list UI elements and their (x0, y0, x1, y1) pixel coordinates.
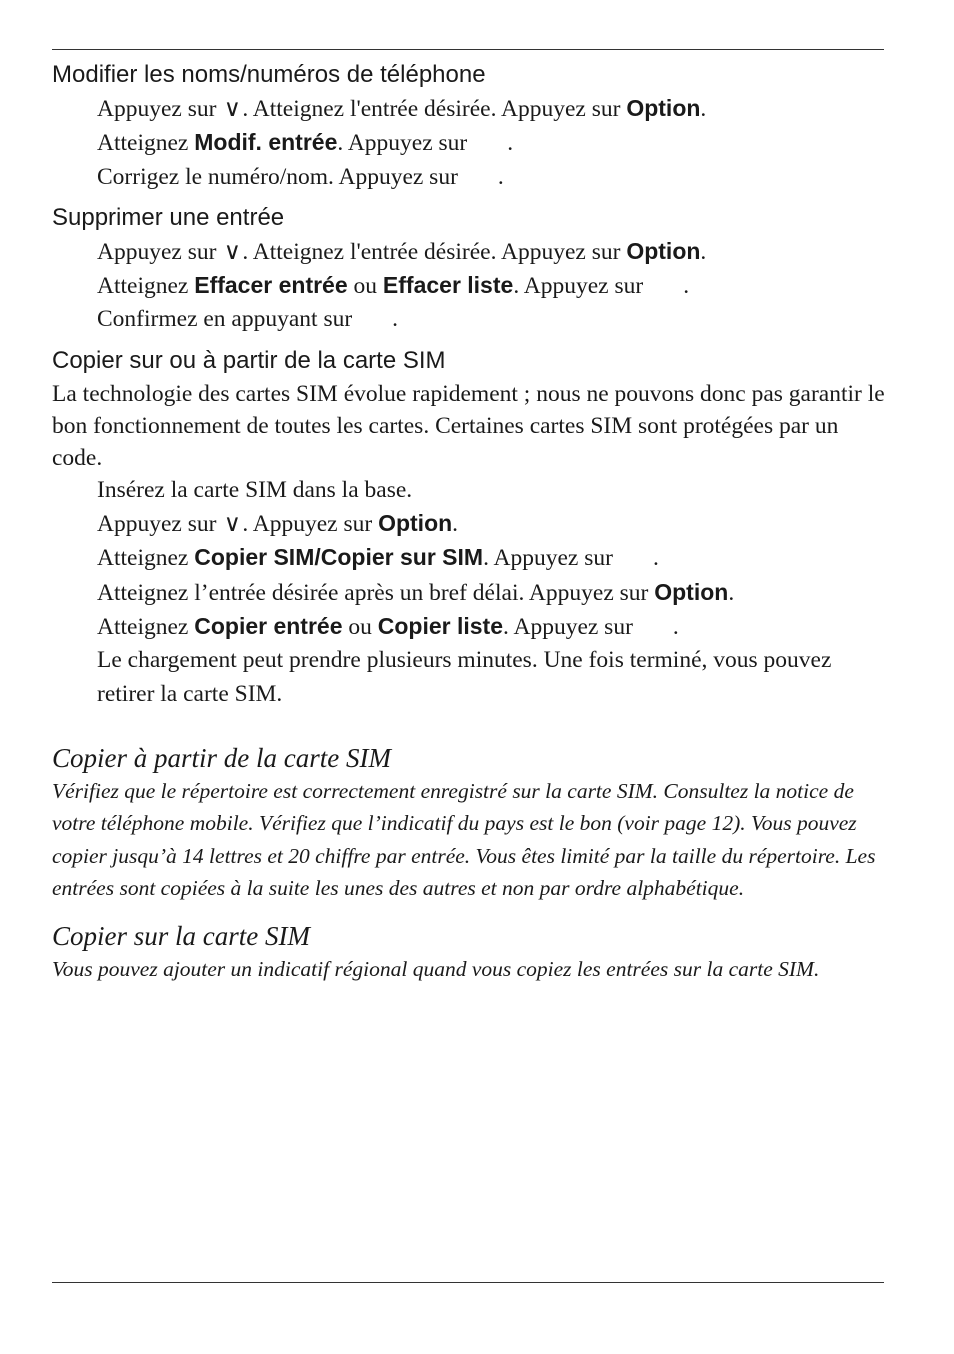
step-text: Appuyez sur (97, 238, 217, 265)
step-delete-1 (97, 235, 892, 269)
down-arrow-icon: ∨ (223, 96, 241, 122)
step-text: . Appuyez sur (513, 273, 644, 300)
section-delete (52, 201, 892, 337)
note-from-sim (52, 741, 892, 905)
key-effacer-liste: Effacer liste (382, 272, 514, 299)
step-text: . Appuyez sur (337, 130, 468, 157)
step-text: . (497, 163, 504, 190)
section-copy (52, 344, 892, 711)
step-text: Atteignez (97, 545, 195, 572)
step-copy-3 (97, 541, 892, 575)
copy-intro: La technologie des cartes SIM évolue rapidement ; nous ne pouvons donc pas garantir le bon fonctionnement de toutes les cartes. Certaines cartes SIM sont protégées par un code. (52, 380, 885, 471)
section-heading-delete: Supprimer une entrée (52, 203, 285, 231)
step-text: . (652, 545, 659, 572)
page-content (52, 58, 892, 985)
step-modify-1 (97, 92, 892, 126)
step-text: ou (342, 613, 378, 640)
step-copy-1: Insérez la carte SIM dans la base. (97, 476, 413, 503)
step-text: . (700, 96, 707, 122)
key-option: Option (654, 578, 729, 605)
step-text: . Atteignez l'entrée désirée. Appuyez sur (242, 96, 627, 122)
key-option: Option (626, 95, 701, 121)
step-copy-6: Le chargement peut prendre plusieurs minutes. Une fois terminé, vous pouvez retirer la carte SIM. (97, 647, 832, 707)
step-text: . (672, 613, 679, 640)
step-text: . (683, 273, 690, 300)
step-text: Atteignez l’entrée désirée après un bref délai. Appuyez sur (97, 579, 655, 606)
step-modify-3 (97, 161, 892, 194)
step-text: . (452, 511, 459, 538)
step-delete-2 (97, 269, 892, 303)
step-text: . (700, 238, 707, 265)
note-to-sim (52, 919, 892, 986)
key-copier-entree: Copier entrée (194, 612, 343, 639)
key-effacer-entree: Effacer entrée (194, 272, 348, 299)
step-text: . (507, 130, 514, 157)
step-text: . Appuyez sur (242, 511, 379, 538)
step-text: Atteignez (97, 273, 195, 300)
note-text-from-sim: Vérifiez que le répertoire est correctement enregistré sur la carte SIM. Consultez la notice de votre téléphone mobile. Vérifiez que l’indicatif du pays est le bon (voir page 12). Vous pouvez copier jusqu’à 14 lettres et 20 chiffre par entrée. Vous êtes limité par la taille du répertoire. Les entrées sont copiées à la suite les unes des autres et non par ordre alphabétique. (52, 778, 876, 901)
note-text-to-sim: Vous pouvez ajouter un indicatif régional quand vous copiez les entrées sur la carte SIM. (52, 956, 820, 981)
step-text: Appuyez sur (97, 511, 217, 538)
step-text: . Atteignez l'entrée désirée. Appuyez sur (242, 238, 627, 265)
step-text: . (728, 579, 735, 606)
step-text: . Appuyez sur (503, 613, 633, 640)
note-heading-from-sim: Copier à partir de la carte SIM (52, 742, 391, 773)
step-text: ou (347, 273, 383, 300)
key-option: Option (378, 510, 453, 537)
step-text: . Appuyez sur (483, 545, 613, 572)
bottom-rule (52, 1282, 884, 1283)
section-modify (52, 58, 892, 194)
section-heading-copy: Copier sur ou à partir de la carte SIM (52, 346, 446, 374)
step-copy-4 (97, 576, 892, 610)
down-arrow-icon: ∨ (223, 238, 241, 265)
key-copier-sim: Copier SIM/Copier sur SIM (194, 544, 484, 571)
key-copier-liste: Copier liste (377, 612, 504, 639)
step-copy-2 (97, 507, 892, 541)
note-heading-to-sim: Copier sur la carte SIM (52, 920, 310, 951)
step-text: . (392, 306, 399, 333)
step-text: Appuyez sur (97, 96, 217, 122)
step-text: Corrigez le numéro/nom. Appuyez sur (97, 163, 458, 190)
step-delete-3 (97, 303, 892, 336)
step-copy-5 (97, 610, 892, 644)
step-text: Confirmez en appuyant sur (97, 306, 353, 333)
step-text: Atteignez (97, 613, 195, 640)
key-modif-entree: Modif. entrée (194, 129, 338, 156)
down-arrow-icon: ∨ (223, 511, 241, 538)
key-option: Option (626, 237, 701, 264)
step-text: Atteignez (97, 130, 195, 157)
top-rule (52, 49, 884, 50)
section-heading-modify: Modifier les noms/numéros de téléphone (52, 61, 486, 88)
step-modify-2 (97, 126, 892, 160)
